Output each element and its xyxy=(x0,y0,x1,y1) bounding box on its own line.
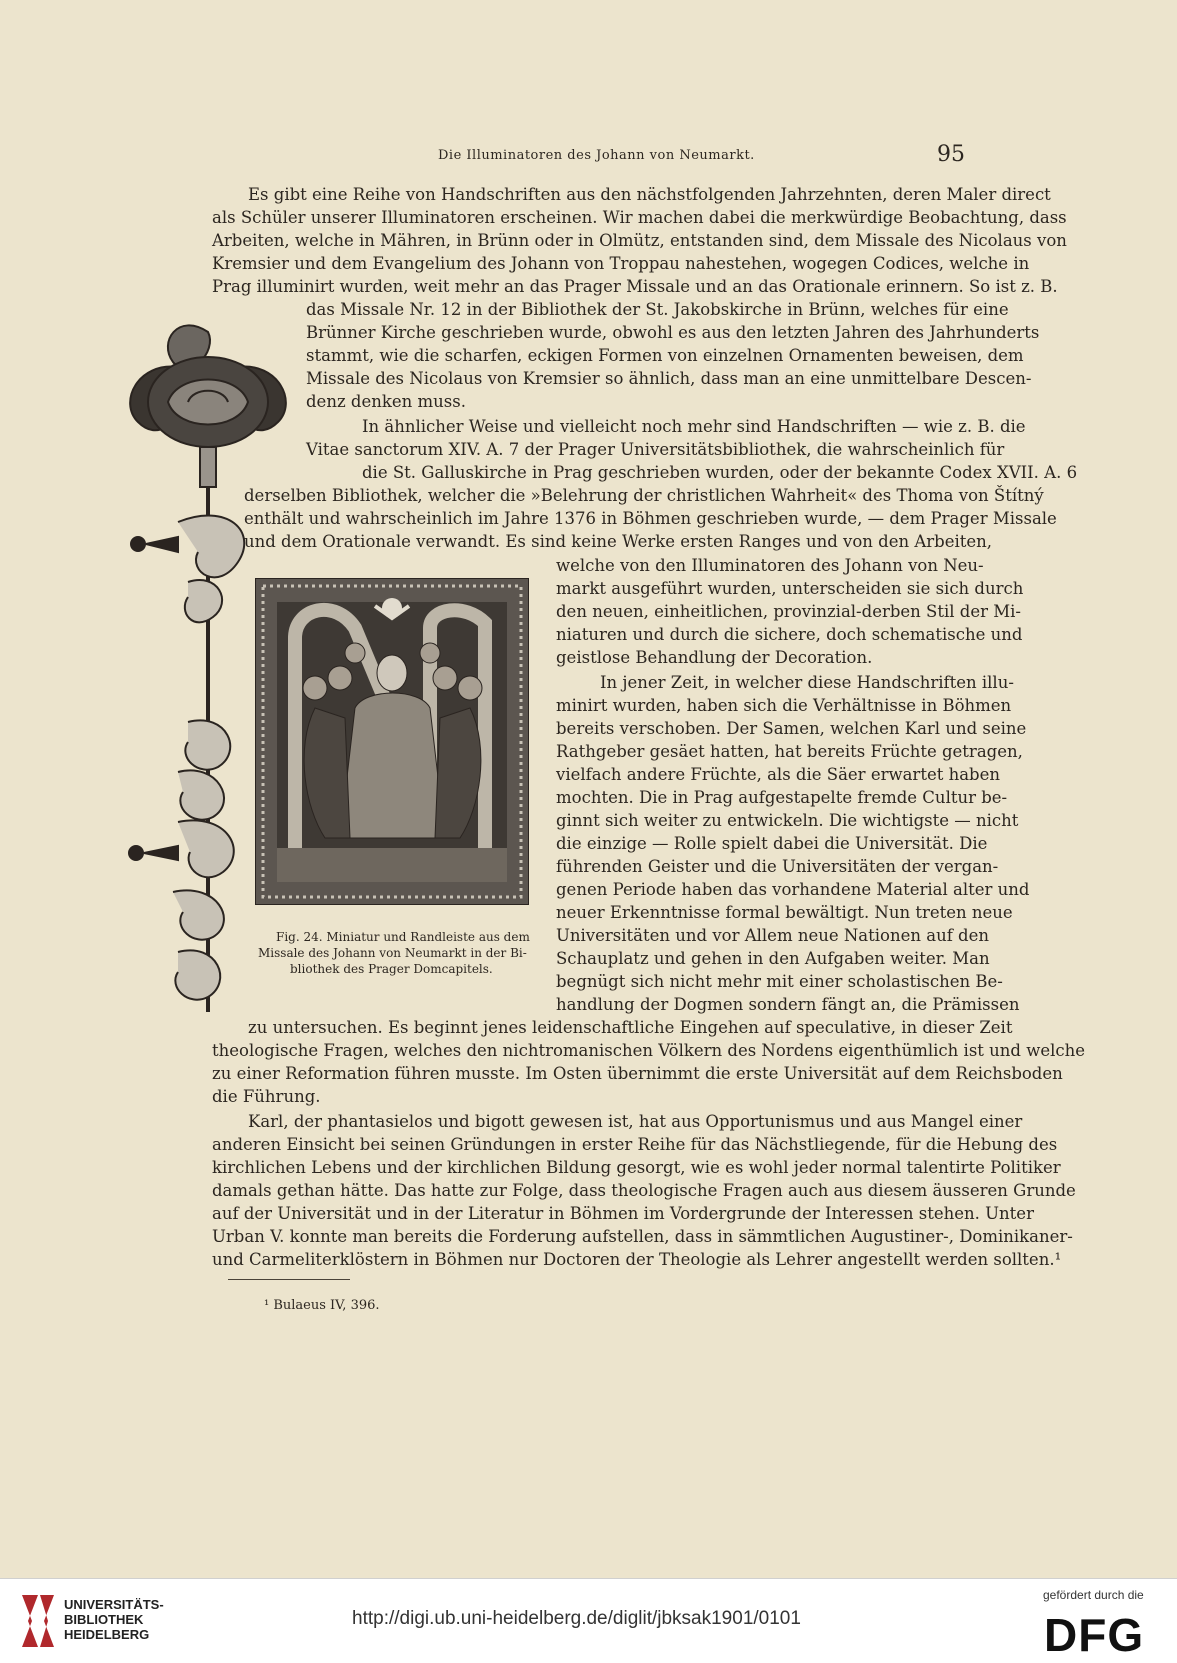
text-line: vielfach andere Früchte, als die Säer erwartet haben xyxy=(556,765,1001,784)
library-logo-icon xyxy=(14,1591,58,1649)
text-line: Prag illuminirt wurden, weit mehr an das Prager Missale und an das Orationale erinnern. So ist z. B. xyxy=(212,277,1058,296)
miniature-illustration xyxy=(255,578,529,905)
text-line: als Schüler unserer Illuminatoren erscheinen. Wir machen dabei die merkwürdige Beobachtung, dass xyxy=(212,208,1067,227)
text-line: handlung der Dogmen sondern fängt an, die Prämissen xyxy=(556,995,1020,1014)
funding-label: gefördert durch die xyxy=(1043,1588,1144,1602)
text-line: denz denken muss. xyxy=(306,392,466,411)
figure-caption: Fig. 24. Miniatur und Randleiste aus dem xyxy=(276,930,530,944)
text-line: zu untersuchen. Es beginnt jenes leidenschaftliche Eingehen auf speculative, in dieser Zeit xyxy=(248,1018,1013,1037)
text-line: enthält und wahrscheinlich im Jahre 1376 in Böhmen geschrieben wurde, — dem Prager Missale xyxy=(244,509,1057,528)
text-line: anderen Einsicht bei seinen Gründungen in erster Reihe für das Nächstliegende, für die Hebung des xyxy=(212,1135,1058,1154)
text-line: welche von den Illuminatoren des Johann von Neu- xyxy=(556,556,984,575)
text-line: Schauplatz und gehen in den Aufgaben weiter. Man xyxy=(556,949,990,968)
text-line: Es gibt eine Reihe von Handschriften aus den nächstfolgenden Jahrzehnten, deren Maler direct xyxy=(248,185,1051,204)
text-line: In jener Zeit, in welcher diese Handschriften illu- xyxy=(600,673,1014,692)
page-number: 95 xyxy=(937,142,965,167)
text-line: auf der Universität und in der Literatur in Böhmen im Vordergrunde der Interessen stehen. Unter xyxy=(212,1204,1034,1223)
text-line: In ähnlicher Weise und vielleicht noch mehr sind Handschriften — wie z. B. die xyxy=(362,417,1026,436)
text-line: Urban V. konnte man bereits die Forderung aufstellen, dass in sämmtlichen Augustiner-, Dominikaner- xyxy=(212,1227,1073,1246)
text-line: ginnt sich weiter zu entwickeln. Die wichtigste — nicht xyxy=(556,811,1019,830)
footnote: ¹ Bulaeus IV, 396. xyxy=(264,1298,380,1313)
text-line: den neuen, einheitlichen, provinzial-derben Stil der Mi- xyxy=(556,602,1021,621)
text-line: Arbeiten, welche in Mähren, in Brünn oder in Olmütz, entstanden sind, dem Missale des Nicolaus von xyxy=(212,231,1067,250)
text-line: markt ausgeführt wurden, unterscheiden sie sich durch xyxy=(556,579,1024,598)
text-line: die St. Galluskirche in Prag geschrieben wurden, oder der bekannte Codex XVII. A. 6 xyxy=(362,463,1078,482)
text-line: die einzige — Rolle spielt dabei die Universität. Die xyxy=(556,834,988,853)
text-line: Kremsier und dem Evangelium des Johann von Troppau nahestehen, wogegen Codices, welche in xyxy=(212,254,1030,273)
text-line: Universitäten und vor Allem neue Nationen auf den xyxy=(556,926,990,945)
footnote-rule xyxy=(228,1279,350,1280)
text-line: und dem Orationale verwandt. Es sind keine Werke ersten Ranges und von den Arbeiten, xyxy=(244,532,993,551)
text-line: das Missale Nr. 12 in der Bibliothek der St. Jakobskirche in Brünn, welches für eine xyxy=(306,300,1009,319)
text-line: führenden Geister und die Universitäten der vergan- xyxy=(556,857,999,876)
text-line: Brünner Kirche geschrieben wurde, obwohl es aus den letzten Jahren des Jahrhunderts xyxy=(306,323,1040,342)
text-line: Vitae sanctorum XIV. A. 7 der Prager Universitätsbibliothek, die wahrscheinlich für xyxy=(306,440,1005,459)
source-url-link[interactable]: http://digi.ub.uni-heidelberg.de/diglit/jbksak1901/0101 xyxy=(352,1608,801,1629)
text-line: theologische Fragen, welches den nichtromanischen Völkern des Nordens eigenthümlich ist und welche xyxy=(212,1041,1086,1060)
running-title: Die Illuminatoren des Johann von Neumarkt. xyxy=(438,148,755,163)
text-line: die Führung. xyxy=(212,1087,321,1106)
figure-caption: bliothek des Prager Domcapitels. xyxy=(290,962,493,976)
text-line: damals gethan hätte. Das hatte zur Folge, dass theologische Fragen auch aus diesem äusseren Grunde xyxy=(212,1181,1076,1200)
text-line: minirt wurden, haben sich die Verhältnisse in Böhmen xyxy=(556,696,1012,715)
text-line: niaturen und durch die sichere, doch schematische und xyxy=(556,625,1023,644)
dfg-logo: DFG xyxy=(1044,1609,1145,1661)
text-line: Missale des Nicolaus von Kremsier so ähnlich, dass man an eine unmittelbare Descen- xyxy=(306,369,1032,388)
text-line: neuer Erkenntnisse formal bewältigt. Nun treten neue xyxy=(556,903,1013,922)
text-line: geistlose Behandlung der Decoration. xyxy=(556,648,873,667)
text-line: derselben Bibliothek, welcher die »Belehrung der christlichen Wahrheit« des Thoma von Štítný xyxy=(244,486,1044,505)
text-line: begnügt sich nicht mehr mit einer scholastischen Be- xyxy=(556,972,1003,991)
figure-caption: Missale des Johann von Neumarkt in der Bi- xyxy=(258,946,527,960)
text-line: stammt, wie die scharfen, eckigen Formen von einzelnen Ornamenten beweisen, dem xyxy=(306,346,1024,365)
text-line: kirchlichen Lebens und der kirchlichen Bildung gesorgt, wie es wohl jeder normal talentirte Politiker xyxy=(212,1158,1061,1177)
text-line: genen Periode haben das vorhandene Material alter und xyxy=(556,880,1030,899)
text-line: mochten. Die in Prag aufgestapelte fremde Cultur be- xyxy=(556,788,1008,807)
text-line: bereits verschoben. Der Samen, welchen Karl und seine xyxy=(556,719,1027,738)
text-line: Rathgeber gesäet hatten, hat bereits Früchte getragen, xyxy=(556,742,1023,761)
text-line: Karl, der phantasielos und bigott gewesen ist, hat aus Opportunismus und aus Mangel einer xyxy=(248,1112,1023,1131)
text-line: zu einer Reformation führen musste. Im Osten übernimmt die erste Universität auf dem Reichsboden xyxy=(212,1064,1063,1083)
text-line: und Carmeliterklöstern in Böhmen nur Doctoren der Theologie als Lehrer angestellt werden sollten.¹ xyxy=(212,1250,1062,1269)
library-name: UNIVERSITÄTS- BIBLIOTHEK HEIDELBERG xyxy=(64,1597,164,1642)
